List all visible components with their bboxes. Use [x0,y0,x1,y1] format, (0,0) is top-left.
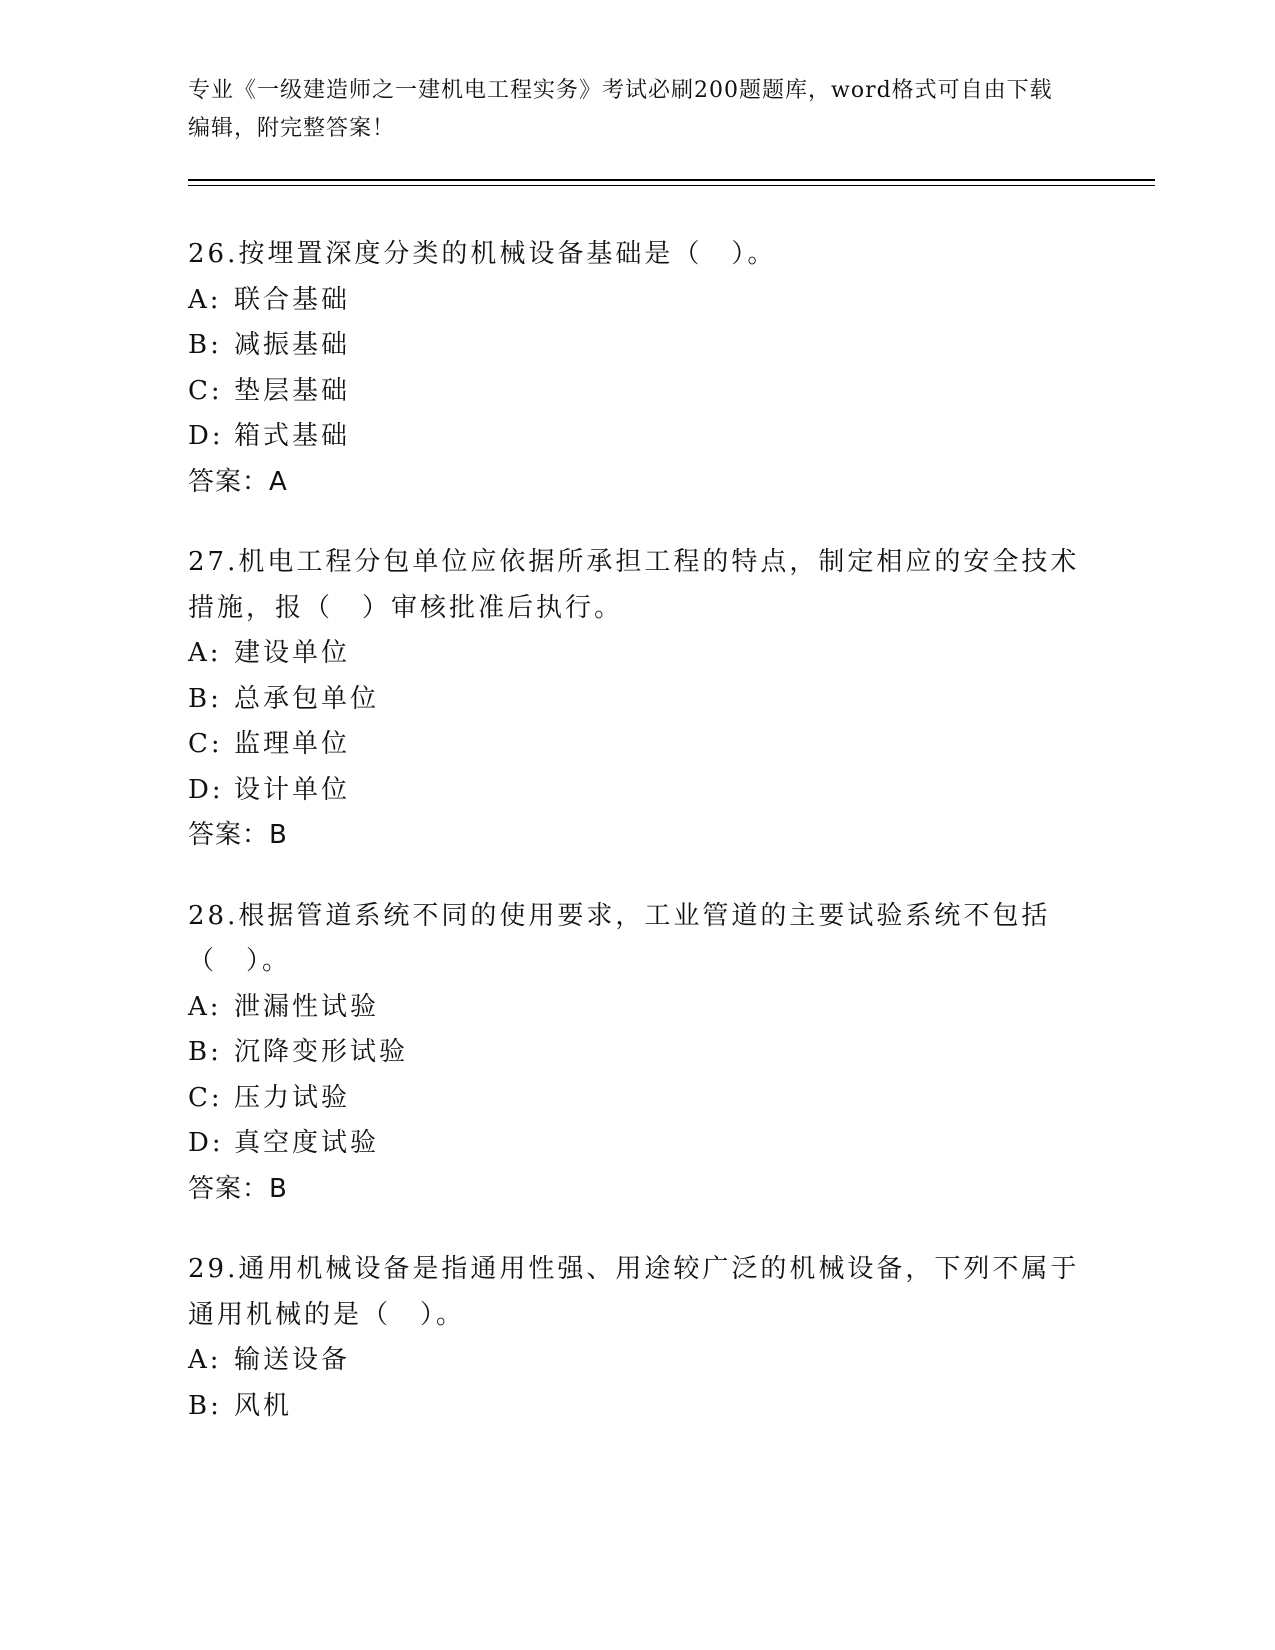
option-text: 建设单位 [234,638,351,668]
option-letter: B: [188,1037,222,1067]
option-letter: B: [188,1390,222,1421]
question-26 [188,232,1088,505]
option-d [188,414,1088,460]
option-text: 联合基础 [234,284,351,315]
option-text: 箱式基础 [234,421,351,451]
option-letter: D: [188,774,224,805]
option-a [188,1338,1088,1384]
option-letter: C: [188,1082,223,1113]
option-c [188,1076,1088,1122]
option-letter: A: [188,991,222,1022]
question-29 [188,1247,1088,1429]
option-letter: C: [188,729,223,759]
question-stem: 27.机电工程分包单位应依据所承担工程的特点，制定相应的安全技术措施，报（ ）审核批准后执行。 [188,547,1080,623]
option-a [188,278,1088,324]
option-b [188,323,1088,369]
option-a [188,985,1088,1031]
question-stem: 29.通用机械设备是指通用性强、用途较广泛的机械设备，下列不属于通用机械的是（ ）。 [188,1254,1080,1330]
option-text: 总承包单位 [234,683,380,714]
option-letter: A: [188,284,222,315]
option-d [188,768,1088,814]
option-d [188,1121,1088,1167]
option-text: 减振基础 [234,330,351,360]
option-text: 设计单位 [234,774,351,805]
question-28 [188,894,1088,1213]
header-rule-thick [188,179,1155,181]
option-text: 沉降变形试验 [234,1037,409,1067]
option-text: 真空度试验 [234,1128,380,1158]
option-text: 风机 [234,1390,293,1421]
option-text: 泄漏性试验 [234,991,380,1022]
option-a [188,631,1088,677]
question-stem: 26.按埋置深度分类的机械设备基础是（ ）。 [188,239,777,269]
header-rule-thin [188,185,1155,186]
answer-line: 答案：B [188,1173,288,1204]
option-letter: A: [188,1345,222,1375]
question-stem: 28.根据管道系统不同的使用要求，工业管道的主要试验系统不包括（ ）。 [188,900,1051,976]
option-letter: B: [188,330,222,360]
document-header: 专业《一级建造师之一建机电工程实务》考试必刷200题题库，word格式可自由下载编辑，附完整答案！ [188,78,1053,141]
option-text: 输送设备 [234,1345,351,1375]
option-letter: D: [188,421,224,451]
answer-line: 答案：A [188,466,288,497]
option-letter: C: [188,375,223,406]
option-c [188,722,1088,768]
question-27 [188,540,1088,859]
option-b [188,1030,1088,1076]
option-b [188,677,1088,723]
option-letter: A: [188,638,222,668]
option-letter: D: [188,1128,224,1158]
option-c [188,369,1088,415]
option-letter: B: [188,683,222,714]
option-text: 垫层基础 [234,375,351,406]
option-text: 压力试验 [234,1082,351,1113]
question-list [188,232,1088,1464]
answer-line: 答案：B [188,820,288,850]
option-text: 监理单位 [234,729,351,759]
option-b [188,1384,1088,1430]
